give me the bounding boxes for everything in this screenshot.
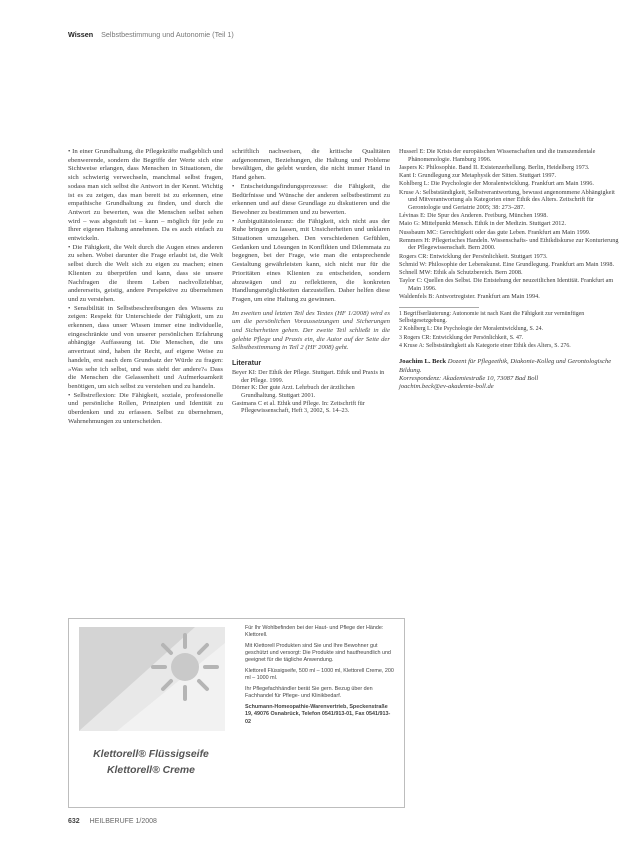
ad-paragraph: Für Ihr Wohlbefinden bei der Haut- und Pflege der Hände: Klettorell. xyxy=(245,625,384,639)
body-paragraph: • Ambiguitätstoleranz: die Fähigkeit, sich nicht aus der Ruhe bringen zu lassen, mit Unsicherheiten und unklaren Situationen umzugehen. Den verschiedenen Gefühlen, Gedanken und Lösungen in Konflikten und Dilemmata zu begegnen, bei der Frage, wie man die entsprechende Gestaltung gewährleisten kann, sich nicht nur für die Prioritäten eines Klienten zu entscheiden, sondern abzuwägen und zu reflektieren, die konkreten Handlungsmöglichkeiten darzustellen. Daher helfen diese Fragen, um eine Haltung zu gewinnen. xyxy=(232,217,390,303)
reference-item: Waldenfels B: Antwortregister. Frankfurt am Main 1994. xyxy=(399,293,540,301)
ad-contact: Schumann-Homeopathie-Warenvertrieb, Speckenstraße 19, 49076 Osnabrück, Telefon 0541/913-01, Fax 0541/913-02 xyxy=(245,704,391,725)
reference-item: Rogers CR: Entwicklung der Persönlichkeit. Stuttgart 1973. xyxy=(399,252,548,260)
literature-item: Gastmans C et al. Ethik und Pflege. In: Zeitschrift für Pflegewissenschaft, Heft 3, 2002, S. 14–23. xyxy=(232,399,365,415)
reference-item: Jaspers K: Philosophie. Band II. Existenzerhellung. Berlin, Heidelberg 1973. xyxy=(399,163,590,171)
author-block xyxy=(399,358,619,391)
author-address: Korrespondenz: Akademiestraße 10, 73087 Bad Boll xyxy=(399,374,539,382)
reference-item: Maio G: Mittelpunkt Mensch. Ethik in der Medizin. Stuttgart 2012. xyxy=(399,220,567,228)
ad-paragraph: Mit Klettorell Produkten sind Sie und Ihre Bewohner gut geschützt und versorgt: Die Produkte sind hautfreundlich und geeignet für die tägliche Anwendung. xyxy=(245,643,391,664)
reference-item: Schnell MW: Ethik als Schutzbereich. Bern 2008. xyxy=(399,269,523,277)
ad-brand-cream: Klettorell® Creme xyxy=(107,765,195,776)
body-paragraph: • Selbstreflexion: Die Fähigkeit, soziale, professionelle und persönliche Rollen, Prinzipien und Identität zu überdenken und zu erfassen. Selbst zu übernehmen, Wahrnehmungen zu unterscheiden. xyxy=(68,391,223,425)
body-paragraph: • In einer Grundhaltung, die Pflegekräfte maßgeblich und ebenwerende, sondern die Begriffe der Werte sich eine Sichtweise erlangen, dass Menschen in Situationen, die sich schwierig verwechseln, manchmal selbst fragen, sodass man sich selbst die Antwort in der Kennt. Wichtig ist es zu zeigen, das man bereit ist zu erkennen, eine empathische Grundhaltung zu finden, und durch die Antwort zu bewerten, was die Menschen selbst sehen wird – was abgestuft ist – kann – möglich für jede zu Ihrer eigenen Haltung annehmen. Da es auch einfach zu entwickeln. xyxy=(68,148,223,243)
reference-item: Schmid W: Philosophie der Lebenskunst. Eine Grundlegung. Frankfurt am Main 1998. xyxy=(399,260,614,268)
body-paragraph: schriftlich nachweisen, die kritische Qualitäten aufgenommen, Beziehungen, die Haltung und Probleme bewältigen, die gelebt wurden, die nicht immer Hand in Hand gehen. xyxy=(232,148,390,182)
page-number: 632 xyxy=(68,818,80,825)
reference-item: Kruse A: Selbstständigkeit, Selbstverantwortung, bewusst angenommene Abhängigkeit und Mitverantwortung als Kategorien einer Ethik des Alters. Zeitschrift für Gerontologie und Geriatrie 2005; 38: 273–287. xyxy=(399,188,615,211)
body-paragraph: • Entscheidungsfindungsprozesse: die Fähigkeit, die Bedürfnisse und Wünsche der anderen selbstbestimmt zu erkennen und auf diese Grundlage zu diskutieren und die Bewohner zu bestimmen und zu bewerten. xyxy=(232,182,390,216)
column-1 xyxy=(68,148,223,427)
ad-brand-soap: Klettorell® Flüssigseife xyxy=(93,749,209,760)
reference-item: Remmers H: Pflegerisches Handeln. Wissenschafts- und Ethikdiskurse zur Konturierung der Pflegewissenschaft. Bern 2000. xyxy=(399,236,619,252)
reference-item: Kohlberg L: Die Psychologie der Moralentwicklung. Frankfurt am Main 1996. xyxy=(399,180,594,188)
footnote: 3 Rogers CR: Entwicklung der Persönlichkeit, S. 47. xyxy=(399,334,524,341)
running-header xyxy=(68,30,628,42)
advertisement-box xyxy=(68,618,405,808)
page-footer xyxy=(68,818,368,825)
column-3 xyxy=(399,148,619,391)
reference-item: Lévinas E: Die Spur des Anderen. Freiburg, München 1998. xyxy=(399,212,548,220)
literature-item: Dörner K: Der gute Arzt. Lehrbuch der ärztlichen Grundhaltung. Stuttgart 2001. xyxy=(232,384,355,399)
header-section: Wissen xyxy=(68,30,94,39)
sun-logo-icon xyxy=(77,625,227,733)
column-2 xyxy=(232,148,390,415)
journal-name: HEILBERUFE 1/2008 xyxy=(89,818,157,825)
header-title: Selbstbestimmung und Autonomie (Teil 1) xyxy=(101,30,234,39)
reference-item: Taylor C: Quellen des Selbst. Die Entstehung der neuzeitlichen Identität. Frankfurt am Main 1996. xyxy=(399,277,614,292)
footnote: 4 Kruse A: Selbstständigkeit als Kategorie einer Ethik des Alters, S. 276. xyxy=(399,343,571,350)
ad-paragraph: Klettorell Flüssigseife, 500 ml – 1000 ml, Klettorell Creme, 200 ml – 1000 ml. xyxy=(245,668,394,682)
ad-text-block xyxy=(245,625,395,726)
body-paragraph: • Sensibilität in Selbstbeschreibungen des Wissens zu zeigen: Respekt für Unterschiede der Fähigkeit, um zu erkennen, dass unser Wissen immer eine individuelle, eingeschränkte und von unserer persönlichen Erfahrung abhängige Auffassung ist. Die Menschen, die uns anvertraut sind, haben ihr Recht, auf eigene Weise zu handeln, erst nach dem Grundsatz der Würde zu fragen: »Was sehe ich selbst, und was sieht der andere?« Dass die Menschen die Gelassenheit und Aufmerksamkeit benötigen, um sich selbst zu verstehen und zu handeln. xyxy=(68,304,223,390)
body-paragraph: • Die Fähigkeit, die Welt durch die Augen eines anderen zu sehen. Wobei darunter die Frage erlaubt ist, die Welt selbst durch die Welt sich zu eigen zu machen; einen Klienten zu überprüfen und kann, dass sie unsere Nachfragen die ihrem Leben nachvollziehbar, andererseits, geistig, andere Perspektive zu übernehmen und zu verstehen. xyxy=(68,243,223,303)
author-name: Joachim L. Beck xyxy=(399,358,447,366)
footnote-divider xyxy=(399,307,479,308)
literature-heading: Literatur xyxy=(232,358,262,368)
ad-paragraph: Ihr Pflegefachhändler berät Sie gern. Bezug über den Fachhandel für Pflege- und Klinikbedarf. xyxy=(245,686,373,700)
footnote: 2 Kohlberg L: Die Psychologie der Moralentwicklung, S. 24. xyxy=(399,326,544,333)
author-bio: Dozent für Pflegeethik, Diakonie-Kolleg und Gerontologische Bildung. xyxy=(399,358,612,374)
footnote: 1 Begriffserläuterung: Autonomie ist nach Kant die Fähigkeit zur vernünftigen Selbstgesetzgebung. xyxy=(399,310,585,325)
series-intro: Im zweiten und letzten Teil des Textes (HF 1/2008) wird es um die persönlichen Voraussetzungen und Sicherungen und Sicherheiten gehen. Der zweite Teil schließt in die gelebte Pflege und Praxis ein, die Autor auf der Seite der Selbstbestimmung in Teil 2 (HF 2008) geht. xyxy=(232,309,390,352)
reference-item: Husserl E: Die Krisis der europäischen Wissenschaften und die transzendentale Phänomenologie. Hamburg 1996. xyxy=(399,148,596,163)
author-email: joachim.beck@ev-akademie-boll.de xyxy=(399,382,494,390)
reference-item: Kant I: Grundlegung zur Metaphysik der Sitten. Stuttgart 1997. xyxy=(399,172,557,180)
literature-item: Beyer KI: Der Ethik der Pflege. Stuttgart. Ethik und Praxis in der Pflege. 1999. xyxy=(232,368,385,384)
reference-item: Nussbaum MC: Gerechtigkeit oder das gute Leben. Frankfurt am Main 1999. xyxy=(399,228,591,236)
